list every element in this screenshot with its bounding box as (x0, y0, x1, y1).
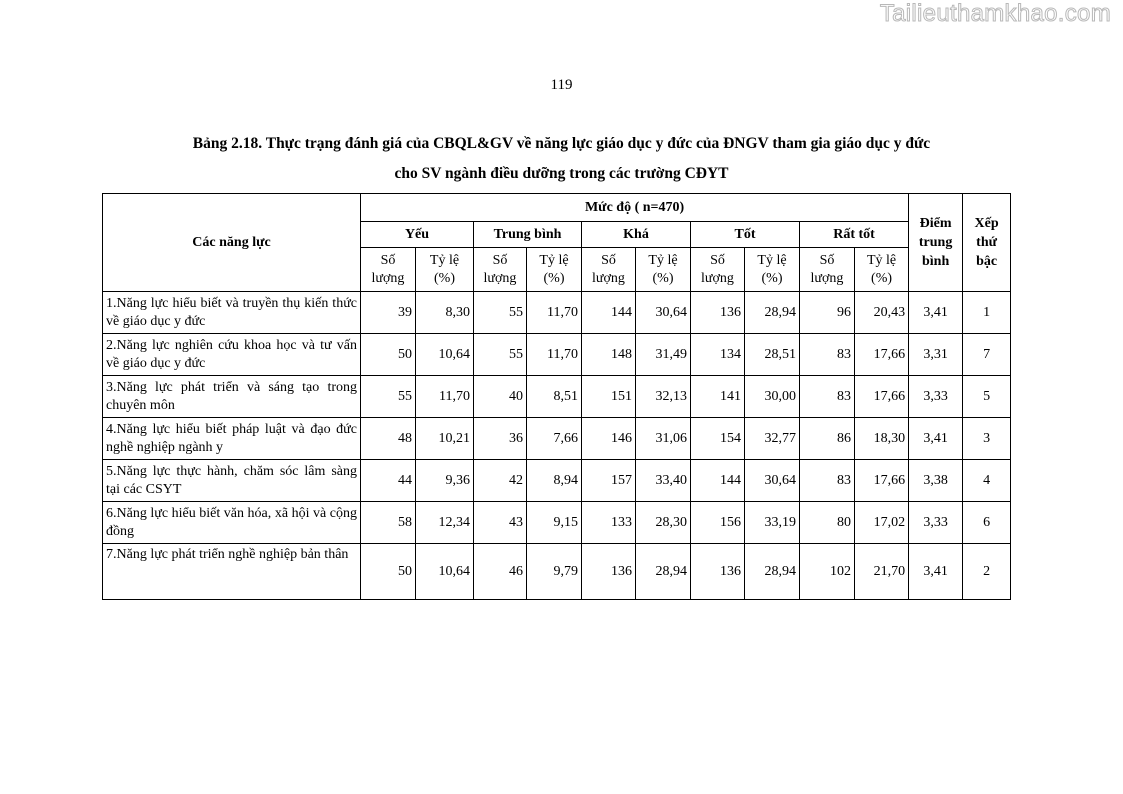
cell-value: 11,70 (416, 376, 474, 418)
cell-value: 7,66 (527, 418, 582, 460)
cell-rank: 5 (963, 376, 1011, 418)
cell-value: 157 (582, 460, 636, 502)
cell-value: 156 (691, 502, 745, 544)
table-title-line-2: cho SV ngành điều dưỡng trong các trường CĐYT (394, 165, 729, 182)
cell-rank: 3 (963, 418, 1011, 460)
cell-value: 28,51 (745, 334, 800, 376)
cell-value: 151 (582, 376, 636, 418)
cell-value: 86 (800, 418, 855, 460)
cell-value: 17,66 (855, 334, 909, 376)
cell-value: 9,79 (527, 544, 582, 600)
cell-value: 28,30 (636, 502, 691, 544)
cell-value: 11,70 (527, 334, 582, 376)
cell-value: 10,64 (416, 544, 474, 600)
row-label: 3.Năng lực phát triển và sáng tạo trong chuyên môn (103, 376, 361, 418)
cell-value: 17,02 (855, 502, 909, 544)
cell-value: 8,51 (527, 376, 582, 418)
header-level-average: Trung bình (474, 222, 582, 248)
cell-value: 40 (474, 376, 527, 418)
competency-table (102, 193, 1011, 600)
row-label: 2.Năng lực nghiên cứu khoa học và tư vấn về giáo dục y đức (103, 334, 361, 376)
table-row (103, 460, 1011, 502)
cell-value: 58 (361, 502, 416, 544)
cell-value: 28,94 (745, 292, 800, 334)
header-count: Số lượng (691, 248, 745, 292)
cell-value: 50 (361, 544, 416, 600)
cell-value: 141 (691, 376, 745, 418)
cell-value: 8,30 (416, 292, 474, 334)
cell-value: 44 (361, 460, 416, 502)
table-row (103, 502, 1011, 544)
cell-value: 50 (361, 334, 416, 376)
cell-mean: 3,41 (909, 418, 963, 460)
cell-value: 48 (361, 418, 416, 460)
cell-value: 32,77 (745, 418, 800, 460)
cell-value: 36 (474, 418, 527, 460)
cell-value: 10,21 (416, 418, 474, 460)
cell-value: 30,00 (745, 376, 800, 418)
cell-value: 32,13 (636, 376, 691, 418)
header-percent: Tỷ lệ (%) (745, 248, 800, 292)
cell-value: 11,70 (527, 292, 582, 334)
cell-value: 8,94 (527, 460, 582, 502)
row-label: 4.Năng lực hiểu biết pháp luật và đạo đức nghề nghiệp ngành y (103, 418, 361, 460)
cell-value: 55 (474, 334, 527, 376)
cell-value: 18,30 (855, 418, 909, 460)
header-count: Số lượng (474, 248, 527, 292)
table-row (103, 418, 1011, 460)
cell-value: 30,64 (745, 460, 800, 502)
page-number: 119 (550, 77, 573, 93)
cell-value: 42 (474, 460, 527, 502)
cell-value: 55 (474, 292, 527, 334)
cell-value: 33,19 (745, 502, 800, 544)
table-row (103, 334, 1011, 376)
cell-value: 17,66 (855, 460, 909, 502)
cell-mean: 3,33 (909, 502, 963, 544)
cell-value: 9,36 (416, 460, 474, 502)
cell-rank: 4 (963, 460, 1011, 502)
header-competency: Các năng lực (103, 194, 361, 292)
table-row (103, 376, 1011, 418)
cell-value: 83 (800, 376, 855, 418)
cell-mean: 3,41 (909, 544, 963, 600)
cell-rank: 7 (963, 334, 1011, 376)
cell-value: 12,34 (416, 502, 474, 544)
header-level-fair: Khá (582, 222, 691, 248)
cell-rank: 2 (963, 544, 1011, 600)
header-mean: Điểm trung bình (909, 194, 963, 292)
cell-value: 102 (800, 544, 855, 600)
cell-value: 144 (691, 460, 745, 502)
header-level-weak: Yếu (361, 222, 474, 248)
header-percent: Tỷ lệ (%) (855, 248, 909, 292)
cell-value: 9,15 (527, 502, 582, 544)
cell-value: 133 (582, 502, 636, 544)
header-percent: Tỷ lệ (%) (416, 248, 474, 292)
cell-value: 39 (361, 292, 416, 334)
cell-value: 46 (474, 544, 527, 600)
cell-value: 17,66 (855, 376, 909, 418)
header-percent: Tỷ lệ (%) (636, 248, 691, 292)
table-row (103, 292, 1011, 334)
cell-value: 28,94 (636, 544, 691, 600)
row-label: 5.Năng lực thực hành, chăm sóc lâm sàng tại các CSYT (103, 460, 361, 502)
header-level: Mức độ ( n=470) (361, 194, 909, 222)
cell-value: 28,94 (745, 544, 800, 600)
cell-value: 148 (582, 334, 636, 376)
cell-mean: 3,38 (909, 460, 963, 502)
cell-value: 21,70 (855, 544, 909, 600)
header-percent: Tỷ lệ (%) (527, 248, 582, 292)
cell-rank: 1 (963, 292, 1011, 334)
cell-value: 33,40 (636, 460, 691, 502)
header-count: Số lượng (582, 248, 636, 292)
cell-mean: 3,33 (909, 376, 963, 418)
row-label: 7.Năng lực phát triển nghề nghiệp bản thân (103, 544, 361, 600)
cell-value: 43 (474, 502, 527, 544)
header-level-excellent: Rất tốt (800, 222, 909, 248)
cell-value: 144 (582, 292, 636, 334)
cell-mean: 3,31 (909, 334, 963, 376)
cell-value: 134 (691, 334, 745, 376)
header-count: Số lượng (800, 248, 855, 292)
cell-value: 136 (582, 544, 636, 600)
cell-value: 154 (691, 418, 745, 460)
header-count: Số lượng (361, 248, 416, 292)
cell-value: 136 (691, 544, 745, 600)
cell-value: 136 (691, 292, 745, 334)
table-body (103, 292, 1011, 600)
cell-value: 83 (800, 460, 855, 502)
cell-value: 146 (582, 418, 636, 460)
cell-mean: 3,41 (909, 292, 963, 334)
table-header (103, 194, 1011, 292)
header-rank: Xếp thứ bậc (963, 194, 1011, 292)
cell-value: 31,49 (636, 334, 691, 376)
cell-value: 30,64 (636, 292, 691, 334)
table-title-line-1: Bảng 2.18. Thực trạng đánh giá của CBQL&GV về năng lực giáo dục y đức của ĐNGV tham gia giáo dục y đức (192, 135, 931, 152)
cell-rank: 6 (963, 502, 1011, 544)
row-label: 6.Năng lực hiểu biết văn hóa, xã hội và cộng đồng (103, 502, 361, 544)
cell-value: 80 (800, 502, 855, 544)
cell-value: 83 (800, 334, 855, 376)
cell-value: 10,64 (416, 334, 474, 376)
header-level-good: Tốt (691, 222, 800, 248)
cell-value: 55 (361, 376, 416, 418)
table-row (103, 544, 1011, 600)
cell-value: 31,06 (636, 418, 691, 460)
cell-value: 20,43 (855, 292, 909, 334)
cell-value: 96 (800, 292, 855, 334)
row-label: 1.Năng lực hiểu biết và truyền thụ kiến thức về giáo dục y đức (103, 292, 361, 334)
watermark: Tailieuthamkhao.com (879, 0, 1111, 27)
